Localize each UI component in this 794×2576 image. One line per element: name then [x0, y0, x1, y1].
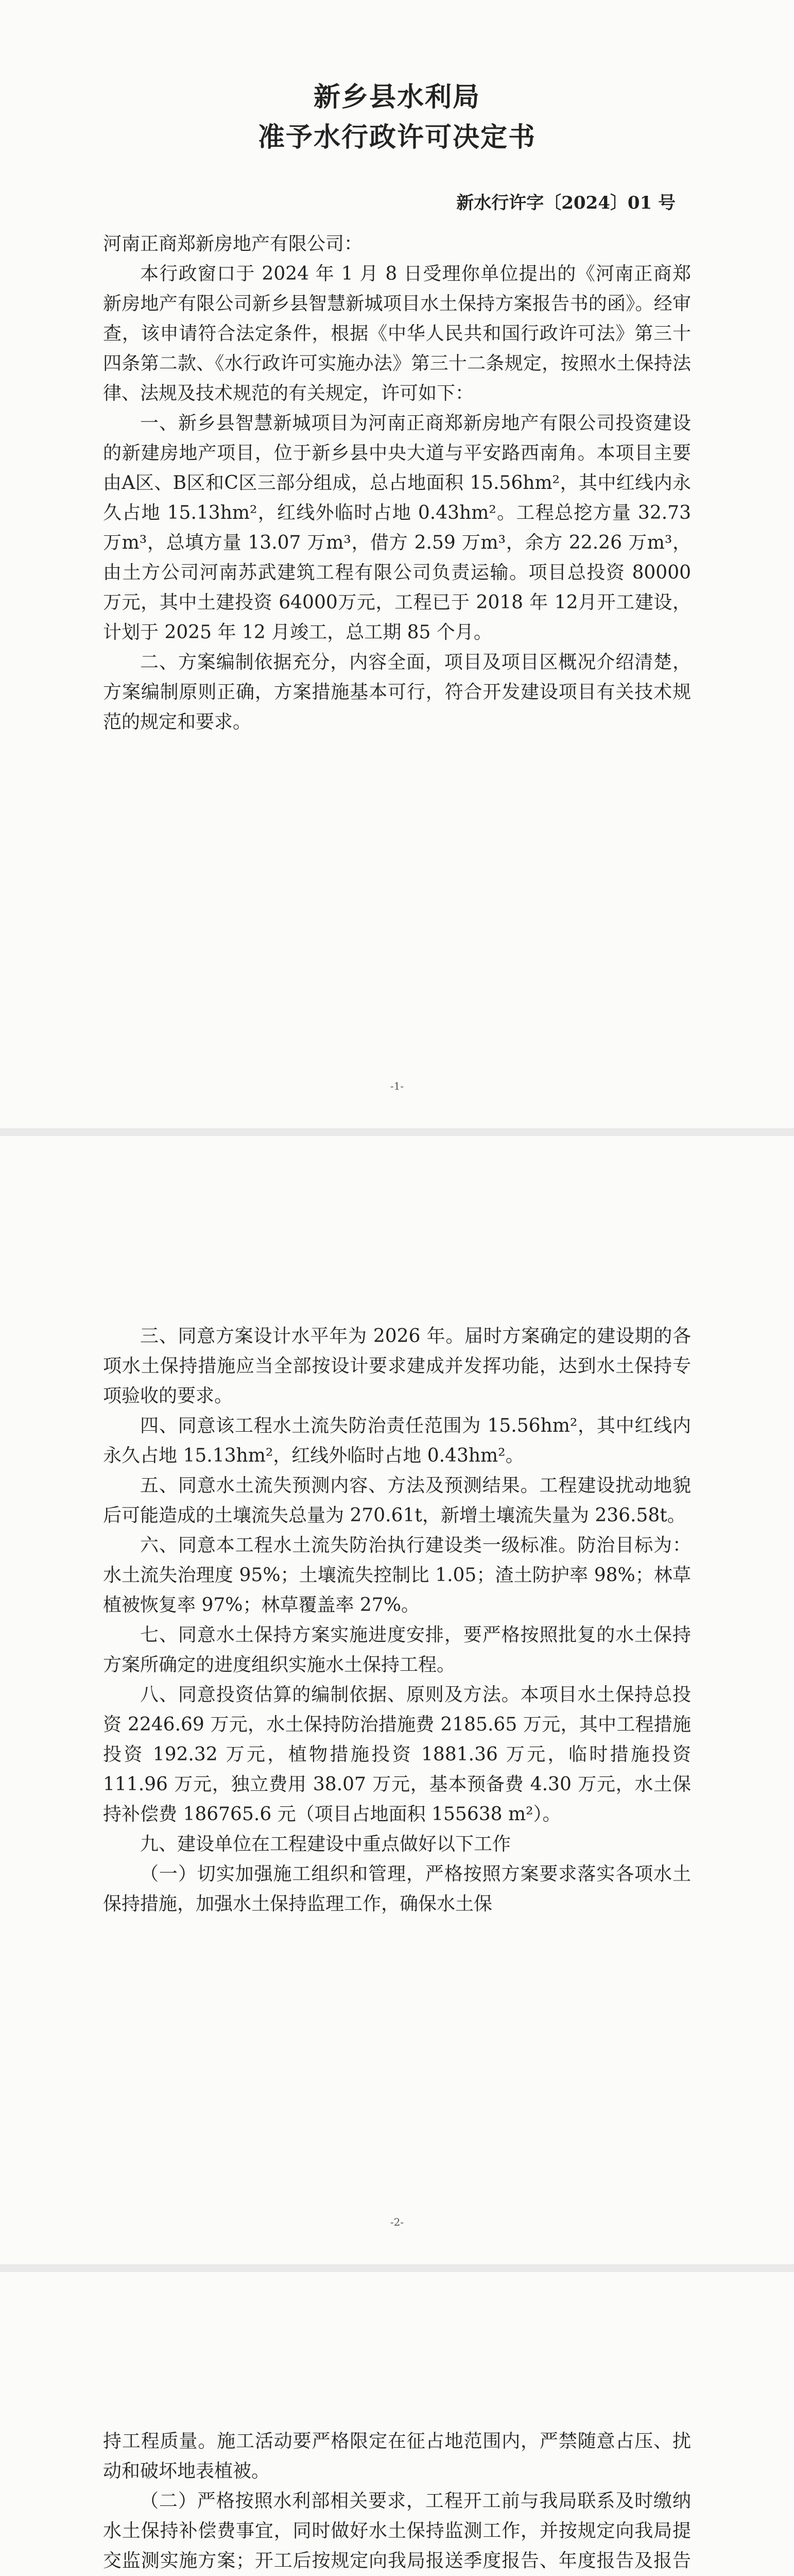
paragraph-item-8: 八、同意投资估算的编制依据、原则及方法。本项目水土保持总投资 2246.69 万元，水土保持防治措施费 2185.65 万元，其中工程措施投资 192.32 万元，植物措施投资 1881.36 万元，临时措施投资 111.96 万元，独立费用 38.07 万元，基本预备费 4.30 万元，水土保持补偿费 186765.6 元（项目占地面积 155638 m²）。 — [103, 1684, 691, 1825]
paragraph-subitem-2: （二）严格按照水利部相关要求，工程开工前与我局联系及时缴纳水土保持补偿费事宜，同时做好水土保持监测工作，并按规定向我局提交监测实施方案；开工后按规定向我局报送季度报告、年度报告及报告 — [103, 2490, 691, 2571]
paragraph-item-9: 九、建设单位在工程建设中重点做好以下工作 — [140, 1834, 511, 1855]
paragraph-item-2: 二、方案编制依据充分，内容全面，项目及项目区概况介绍清楚，方案编制原则正确，方案措施基本可行，符合开发建设项目有关技术规范的规定和要求。 — [103, 652, 691, 733]
paragraph-item-6: 六、同意本工程水土流失防治执行建设类一级标准。防治目标为：水土流失治理度 95%；土壤流失控制比 1.05；渣土防护率 98%；林草植被恢复率 97%；林草覆盖率 27%。 — [103, 1535, 691, 1616]
paragraph-item-3: 三、同意方案设计水平年为 2026 年。届时方案确定的建设期的各项水土保持措施应当全部按设计要求建成并发挥功能，达到水土保持专项验收的要求。 — [103, 1326, 691, 1406]
page-2 — [0, 1136, 794, 2264]
document-number: 新水行许字〔2024〕01 号 — [456, 193, 676, 213]
addressee: 河南正商郑新房地产有限公司： — [103, 233, 363, 255]
paragraph-intro: 本行政窗口于 2024 年 1 月 8 日受理你单位提出的《河南正商郑新房地产有限公司新乡县智慧新城项目水土保持方案报告书的函》。经审查，该申请符合法定条件，根据《中华人民共和国行政许可法》第三十四条第二款、《水行政许可实施办法》第三十二条规定，按照水土保持法律、法规及技术规范的有关规定，许可如下： — [103, 263, 691, 404]
paragraph-item-4: 四、同意该工程水土流失防治责任范围为 15.56hm²，其中红线内永久占地 15.13hm²，红线外临时占地 0.43hm²。 — [103, 1415, 691, 1466]
paragraph-item-7: 七、同意水土保持方案实施进度安排，要严格按照批复的水土保持方案所确定的进度组织实施水土保持工程。 — [103, 1624, 691, 1675]
paragraph-subitem-1-continued: 持工程质量。施工活动要严格限定在征占地范围内，严禁随意占压、扰动和破坏地表植被。 — [103, 2431, 691, 2482]
paragraph-subitem-1: （一）切实加强施工组织和管理，严格按照方案要求落实各项水土保持措施，加强水土保持监理工作，确保水土保 — [103, 1863, 691, 1914]
paragraph-item-5: 五、同意水土流失预测内容、方法及预测结果。工程建设扰动地貌后可能造成的土壤流失总量为 270.61t，新增土壤流失量为 236.58t。 — [103, 1475, 691, 1526]
page-3 — [0, 2272, 794, 2576]
page-number: -1- — [390, 1080, 404, 1092]
page-number: -2- — [390, 2216, 404, 2228]
document-title: 准予水行政许可决定书 — [257, 122, 536, 153]
page-1 — [0, 0, 794, 1128]
paragraph-item-1: 一、新乡县智慧新城项目为河南正商郑新房地产有限公司投资建设的新建房地产项目，位于新乡县中央大道与平安路西南角。本项目主要由A区、B区和C区三部分组成，总占地面积 15.56hm²，其中红线内永久占地 15.13hm²，红线外临时占地 0.43hm²。工程总挖方量 32.73 万m³，总填方量 13.07 万m³，借方 2.59 万m³，余方 22.26 万m³，由土方公司河南苏武建筑工程有限公司负责运输。项目总投资 80000 万元，其中土建投资 64000万元，工程已于 2018 年 12月开工建设，计划于 2025 年 12 月竣工，总工期 85 个月。 — [103, 413, 691, 643]
document-title-agency: 新乡县水利局 — [313, 81, 480, 113]
